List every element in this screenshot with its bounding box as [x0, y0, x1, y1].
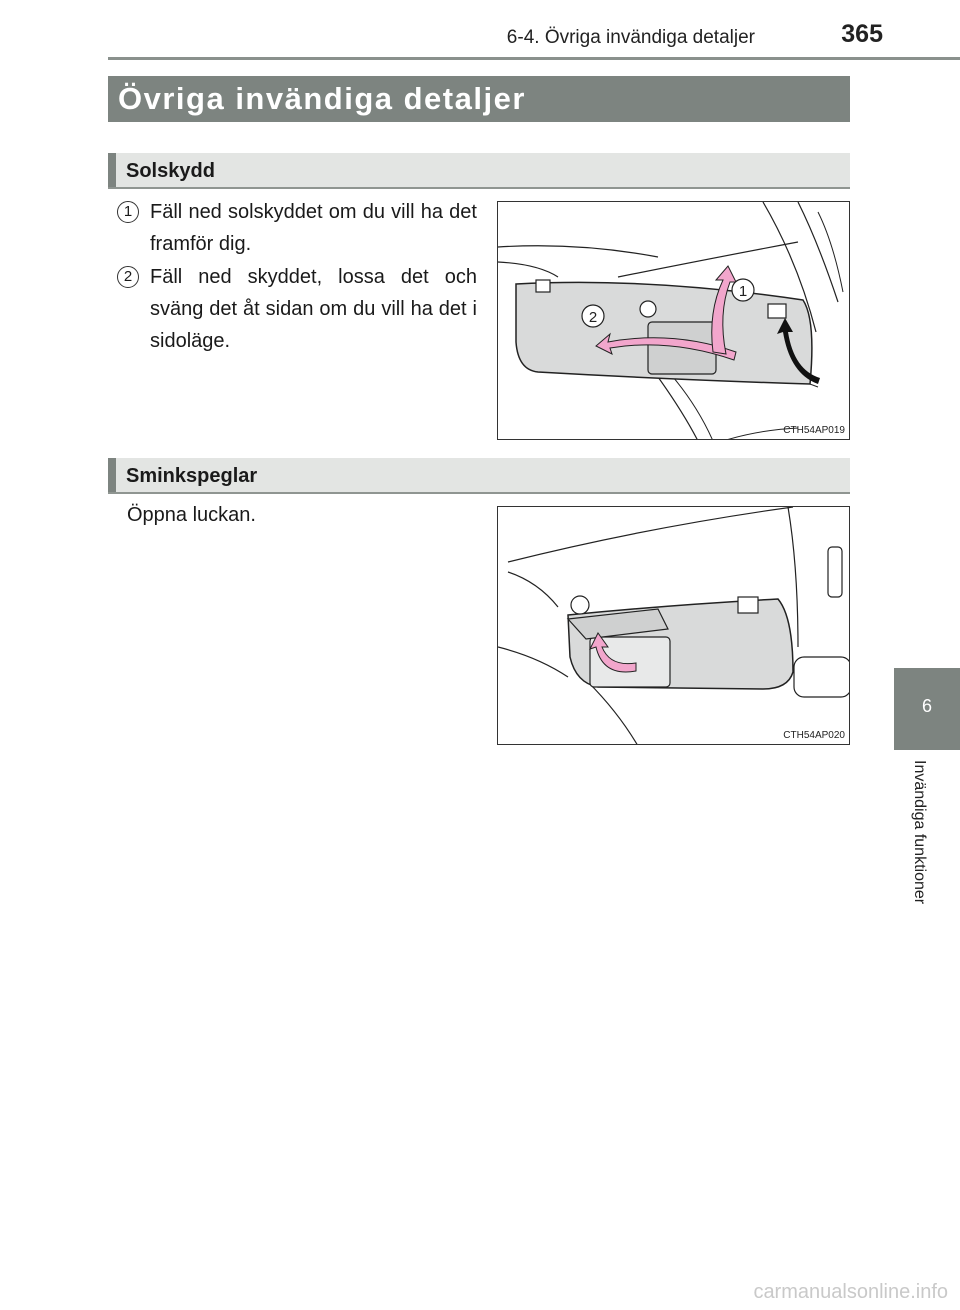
chapter-title: Övriga invändiga detaljer [118, 81, 526, 116]
figure-callout-1: 1 [738, 283, 748, 300]
instruction-text: Öppna luckan. [127, 504, 256, 526]
step-1 [117, 196, 477, 260]
step-number-2: 2 [117, 266, 139, 288]
sun-visor-illustration [497, 201, 850, 440]
vanity-mirror-illustration [497, 506, 850, 745]
chapter-title-bar [108, 76, 850, 122]
vanity-mirror-drawing [498, 507, 850, 745]
step-text-1: Fäll ned solskyddet om du vill ha det framför dig. [150, 201, 477, 255]
step-number-1: 1 [117, 201, 139, 223]
figure-code: CTH54AP019 [783, 425, 845, 436]
header-section-title: 6-4. Övriga invändiga detaljer [506, 27, 755, 48]
figure-callout-2: 2 [588, 309, 598, 326]
sun-visor-drawing [498, 202, 850, 440]
section-accent [108, 458, 116, 492]
chapter-side-tab [894, 668, 960, 750]
section-heading-label: Sminkspeglar [126, 465, 258, 487]
page-header [0, 0, 960, 60]
section-heading-sminkspeglar [108, 458, 850, 494]
watermark: carmanualsonline.info [753, 1281, 948, 1303]
step-text-2: Fäll ned skyddet, lossa det och sväng det åt sidan om du vill ha det i sidoläge. [150, 266, 477, 352]
chapter-side-label: Invändiga funktioner [911, 760, 928, 905]
chapter-number: 6 [921, 696, 932, 716]
step-2 [117, 261, 477, 357]
section-heading-solskydd [108, 153, 850, 189]
section-heading-label: Solskydd [126, 160, 215, 182]
section-accent [108, 153, 116, 187]
page-number: 365 [841, 20, 883, 48]
figure-code: CTH54AP020 [783, 730, 845, 741]
header-rule [108, 57, 960, 60]
